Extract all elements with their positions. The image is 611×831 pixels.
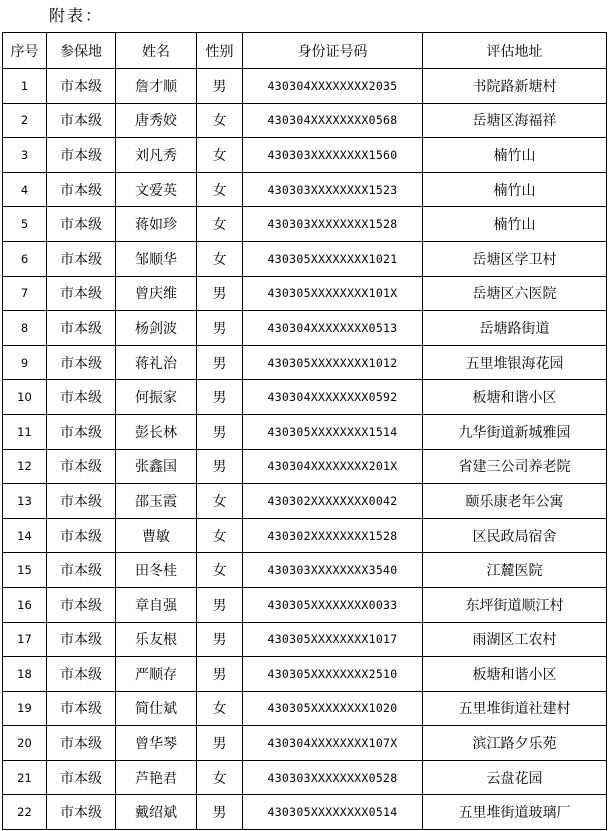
- address-cell: 板塘和谐小区: [423, 657, 607, 692]
- insured-location-cell: 市本级: [47, 345, 116, 380]
- address-cell: 岳塘区六医院: [423, 276, 607, 311]
- index-cell: 12: [3, 449, 47, 484]
- index-cell: 18: [3, 657, 47, 692]
- index-cell: 20: [3, 726, 47, 761]
- insured-location-cell: 市本级: [47, 657, 116, 692]
- id-number-cell: 430305XXXXXXXX1017: [243, 622, 423, 657]
- id-number-cell: 430303XXXXXXXX0528: [243, 760, 423, 795]
- header-insured-location: 参保地: [47, 33, 116, 69]
- table-row: [3, 172, 607, 207]
- index-cell: 3: [3, 138, 47, 173]
- address-cell: 颐乐康老年公寓: [423, 484, 607, 519]
- name-cell: 戴绍斌: [116, 795, 197, 830]
- id-number-cell: 430304XXXXXXXX0568: [243, 103, 423, 138]
- gender-cell: 男: [197, 726, 243, 761]
- address-cell: 省建三公司养老院: [423, 449, 607, 484]
- table-row: [3, 691, 607, 726]
- index-cell: 10: [3, 380, 47, 415]
- id-number-cell: 430305XXXXXXXX1012: [243, 345, 423, 380]
- index-cell: 9: [3, 345, 47, 380]
- address-cell: 江麓医院: [423, 553, 607, 588]
- name-cell: 何振家: [116, 380, 197, 415]
- gender-cell: 男: [197, 795, 243, 830]
- gender-cell: 女: [197, 172, 243, 207]
- gender-cell: 女: [197, 760, 243, 795]
- address-cell: 楠竹山: [423, 138, 607, 173]
- address-cell: 楠竹山: [423, 207, 607, 242]
- address-cell: 五里堆银海花园: [423, 345, 607, 380]
- insured-location-cell: 市本级: [47, 69, 116, 104]
- insured-location-cell: 市本级: [47, 587, 116, 622]
- address-cell: 楠竹山: [423, 172, 607, 207]
- assessment-table: [2, 32, 607, 830]
- gender-cell: 女: [197, 484, 243, 519]
- index-cell: 22: [3, 795, 47, 830]
- address-cell: 东坪街道顺江村: [423, 587, 607, 622]
- name-cell: 杨剑波: [116, 311, 197, 346]
- address-cell: 九华街道新城雅园: [423, 414, 607, 449]
- id-number-cell: 430305XXXXXXXX0514: [243, 795, 423, 830]
- table-row: [3, 103, 607, 138]
- insured-location-cell: 市本级: [47, 311, 116, 346]
- gender-cell: 男: [197, 69, 243, 104]
- id-number-cell: 430305XXXXXXXX1021: [243, 241, 423, 276]
- id-number-cell: 430302XXXXXXXX1528: [243, 518, 423, 553]
- gender-cell: 男: [197, 587, 243, 622]
- name-cell: 文爱英: [116, 172, 197, 207]
- insured-location-cell: 市本级: [47, 795, 116, 830]
- table-row: [3, 69, 607, 104]
- gender-cell: 女: [197, 138, 243, 173]
- gender-cell: 男: [197, 622, 243, 657]
- insured-location-cell: 市本级: [47, 518, 116, 553]
- index-cell: 1: [3, 69, 47, 104]
- id-number-cell: 430304XXXXXXXX0513: [243, 311, 423, 346]
- table-row: [3, 795, 607, 830]
- table-row: [3, 622, 607, 657]
- gender-cell: 男: [197, 311, 243, 346]
- index-cell: 5: [3, 207, 47, 242]
- name-cell: 简仕斌: [116, 691, 197, 726]
- insured-location-cell: 市本级: [47, 138, 116, 173]
- name-cell: 严顺存: [116, 657, 197, 692]
- name-cell: 刘凡秀: [116, 138, 197, 173]
- name-cell: 芦艳君: [116, 760, 197, 795]
- id-number-cell: 430304XXXXXXXX107X: [243, 726, 423, 761]
- name-cell: 曾庆维: [116, 276, 197, 311]
- table-row: [3, 587, 607, 622]
- gender-cell: 男: [197, 276, 243, 311]
- id-number-cell: 430305XXXXXXXX0033: [243, 587, 423, 622]
- table-row: [3, 241, 607, 276]
- address-cell: 五里堆街道社建村: [423, 691, 607, 726]
- insured-location-cell: 市本级: [47, 691, 116, 726]
- table-row: [3, 760, 607, 795]
- name-cell: 田冬桂: [116, 553, 197, 588]
- table-row: [3, 518, 607, 553]
- id-number-cell: 430305XXXXXXXX101X: [243, 276, 423, 311]
- header-index: 序号: [3, 33, 47, 69]
- table-row: [3, 449, 607, 484]
- index-cell: 6: [3, 241, 47, 276]
- header-name: 姓名: [116, 33, 197, 69]
- table-row: [3, 484, 607, 519]
- gender-cell: 男: [197, 414, 243, 449]
- gender-cell: 男: [197, 380, 243, 415]
- page-title: 附表：: [49, 6, 104, 25]
- id-number-cell: 430302XXXXXXXX0042: [243, 484, 423, 519]
- insured-location-cell: 市本级: [47, 622, 116, 657]
- gender-cell: 男: [197, 657, 243, 692]
- insured-location-cell: 市本级: [47, 553, 116, 588]
- gender-cell: 男: [197, 345, 243, 380]
- gender-cell: 女: [197, 103, 243, 138]
- index-cell: 21: [3, 760, 47, 795]
- index-cell: 14: [3, 518, 47, 553]
- gender-cell: 女: [197, 553, 243, 588]
- address-cell: 雨湖区工农村: [423, 622, 607, 657]
- address-cell: 区民政局宿舍: [423, 518, 607, 553]
- index-cell: 2: [3, 103, 47, 138]
- insured-location-cell: 市本级: [47, 172, 116, 207]
- name-cell: 张鑫国: [116, 449, 197, 484]
- name-cell: 章自强: [116, 587, 197, 622]
- index-cell: 11: [3, 414, 47, 449]
- header-id-number: 身份证号码: [243, 33, 423, 69]
- id-number-cell: 430304XXXXXXXX2035: [243, 69, 423, 104]
- address-cell: 岳塘区海福祥: [423, 103, 607, 138]
- index-cell: 4: [3, 172, 47, 207]
- insured-location-cell: 市本级: [47, 276, 116, 311]
- table-row: [3, 380, 607, 415]
- id-number-cell: 430305XXXXXXXX1020: [243, 691, 423, 726]
- gender-cell: 女: [197, 518, 243, 553]
- name-cell: 蒋礼治: [116, 345, 197, 380]
- gender-cell: 女: [197, 241, 243, 276]
- gender-cell: 女: [197, 691, 243, 726]
- index-cell: 19: [3, 691, 47, 726]
- name-cell: 曾华琴: [116, 726, 197, 761]
- id-number-cell: 430305XXXXXXXX1514: [243, 414, 423, 449]
- index-cell: 15: [3, 553, 47, 588]
- address-cell: 岳塘区学卫村: [423, 241, 607, 276]
- address-cell: 滨江路夕乐苑: [423, 726, 607, 761]
- table-row: [3, 311, 607, 346]
- name-cell: 蒋如珍: [116, 207, 197, 242]
- table-header-row: [3, 33, 607, 69]
- gender-cell: 女: [197, 207, 243, 242]
- name-cell: 乐友根: [116, 622, 197, 657]
- insured-location-cell: 市本级: [47, 241, 116, 276]
- insured-location-cell: 市本级: [47, 380, 116, 415]
- name-cell: 唐秀姣: [116, 103, 197, 138]
- insured-location-cell: 市本级: [47, 414, 116, 449]
- name-cell: 邵玉霞: [116, 484, 197, 519]
- id-number-cell: 430305XXXXXXXX2510: [243, 657, 423, 692]
- address-cell: 板塘和谐小区: [423, 380, 607, 415]
- insured-location-cell: 市本级: [47, 484, 116, 519]
- insured-location-cell: 市本级: [47, 760, 116, 795]
- table-row: [3, 276, 607, 311]
- name-cell: 詹才顺: [116, 69, 197, 104]
- index-cell: 7: [3, 276, 47, 311]
- table-row: [3, 726, 607, 761]
- table-row: [3, 553, 607, 588]
- id-number-cell: 430303XXXXXXXX3540: [243, 553, 423, 588]
- header-assessment-address: 评估地址: [423, 33, 607, 69]
- insured-location-cell: 市本级: [47, 726, 116, 761]
- id-number-cell: 430303XXXXXXXX1523: [243, 172, 423, 207]
- id-number-cell: 430304XXXXXXXX201X: [243, 449, 423, 484]
- index-cell: 8: [3, 311, 47, 346]
- insured-location-cell: 市本级: [47, 103, 116, 138]
- index-cell: 13: [3, 484, 47, 519]
- address-cell: 云盘花园: [423, 760, 607, 795]
- gender-cell: 男: [197, 449, 243, 484]
- address-cell: 书院路新塘村: [423, 69, 607, 104]
- id-number-cell: 430303XXXXXXXX1528: [243, 207, 423, 242]
- table-row: [3, 414, 607, 449]
- index-cell: 17: [3, 622, 47, 657]
- address-cell: 岳塘路街道: [423, 311, 607, 346]
- index-cell: 16: [3, 587, 47, 622]
- name-cell: 曹敏: [116, 518, 197, 553]
- name-cell: 彭长林: [116, 414, 197, 449]
- table-row: [3, 138, 607, 173]
- name-cell: 邹顺华: [116, 241, 197, 276]
- table-row: [3, 207, 607, 242]
- table-row: [3, 345, 607, 380]
- header-gender: 性别: [197, 33, 243, 69]
- address-cell: 五里堆街道玻璃厂: [423, 795, 607, 830]
- insured-location-cell: 市本级: [47, 207, 116, 242]
- table-row: [3, 657, 607, 692]
- id-number-cell: 430304XXXXXXXX0592: [243, 380, 423, 415]
- id-number-cell: 430303XXXXXXXX1560: [243, 138, 423, 173]
- insured-location-cell: 市本级: [47, 449, 116, 484]
